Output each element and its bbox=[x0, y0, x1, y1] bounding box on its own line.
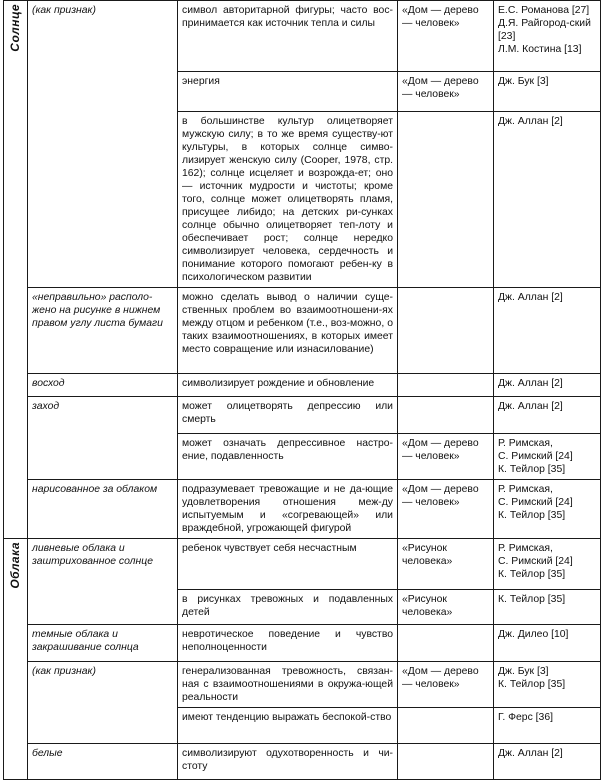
meaning-cell: в большинстве культур олицетворяет мужскую силу; в то же время существу-ют культуры, в которых солнце симво-лизирует женскую силу (Cooper, 1978, стр. 162); солнце исцеляет и возрожда-ет; оно — источник мудрости и чистоты; кроме того, солнце может олицетворять пламя, присущее либидо; на детских ри-сунках солнце обычно олицетворяет теп-лоту и обеспечивает рост; солнце нередко символизирует человека, сердечность и понимание которого помогают ребен-ку в психологическом развитии bbox=[178, 112, 398, 288]
source-cell: Дж. Аллан [2] bbox=[494, 397, 601, 434]
source-cell: Дж. Аллан [2] bbox=[494, 288, 601, 374]
group-label-text: Облака bbox=[8, 542, 22, 589]
test-cell: «Дом — дерево — человек» bbox=[398, 662, 494, 708]
sign-cell: белые bbox=[28, 744, 178, 780]
table-row bbox=[4, 1, 601, 72]
meaning-cell: энергия bbox=[178, 72, 398, 112]
source-line: С. Римский [24] bbox=[498, 497, 573, 508]
table-row bbox=[4, 397, 601, 434]
symbol-interpretation-table bbox=[3, 0, 601, 780]
sign-cell: заход bbox=[28, 397, 178, 480]
source-cell bbox=[494, 434, 601, 480]
source-cell bbox=[494, 662, 601, 708]
source-line: С. Римский [24] bbox=[498, 556, 573, 567]
test-cell bbox=[398, 288, 494, 374]
table-row bbox=[4, 744, 601, 780]
source-cell: Дж. Аллан [2] bbox=[494, 744, 601, 780]
sign-cell: (как признак) bbox=[28, 1, 178, 288]
sign-cell: (как признак) bbox=[28, 662, 178, 744]
source-line: Р. Римская, bbox=[498, 484, 553, 495]
test-cell: «Рисунок человека» bbox=[398, 590, 494, 625]
test-cell: «Дом — дерево — человек» bbox=[398, 434, 494, 480]
test-cell bbox=[398, 397, 494, 434]
test-cell bbox=[398, 625, 494, 662]
source-line: С. Римский [24] bbox=[498, 451, 573, 462]
group-label-sun bbox=[4, 1, 28, 539]
source-line: Р. Римская, bbox=[498, 438, 553, 449]
sign-cell: ливневые облака и заштрихованное солнце bbox=[28, 539, 178, 625]
meaning-cell: символизирует рождение и обновление bbox=[178, 374, 398, 397]
meaning-cell: ребенок чувствует себя несчастным bbox=[178, 539, 398, 590]
meaning-cell: имеют тенденцию выражать беспокой-ство bbox=[178, 708, 398, 744]
source-cell: Дж. Аллан [2] bbox=[494, 374, 601, 397]
source-line: К. Тейлор [35] bbox=[498, 569, 566, 580]
sign-cell: «неправильно» располо-жено на рисунке в нижнем правом углу листа бумаги bbox=[28, 288, 178, 374]
source-cell: Г. Ферс [36] bbox=[494, 708, 601, 744]
group-label-clouds bbox=[4, 539, 28, 780]
meaning-cell: символ авторитарной фигуры; часто вос-принимается как источник тепла и силы bbox=[178, 1, 398, 72]
meaning-cell: генерализованная тревожность, связан-ная с взаимоотношениями в окружа-ющей реальности bbox=[178, 662, 398, 708]
sign-cell: нарисованное за облаком bbox=[28, 480, 178, 539]
group-label-text: Солнце bbox=[8, 4, 22, 52]
test-cell: «Дом — дерево — человек» bbox=[398, 480, 494, 539]
source-cell: К. Тейлор [35] bbox=[494, 590, 601, 625]
sign-cell: восход bbox=[28, 374, 178, 397]
source-line: К. Тейлор [35] bbox=[498, 679, 566, 690]
source-cell: Дж. Аллан [2] bbox=[494, 112, 601, 288]
meaning-cell: подразумевает тревожащие и не да-ющие удовлетворения отношения меж-ду испытуемым и «согревающей» или враждебной, угрожающей фигурой bbox=[178, 480, 398, 539]
meaning-cell: может олицетворять депрессию или смерть bbox=[178, 397, 398, 434]
meaning-cell: символизируют одухотворенность и чи-стоту bbox=[178, 744, 398, 780]
source-cell bbox=[494, 480, 601, 539]
table-row bbox=[4, 374, 601, 397]
table-row bbox=[4, 288, 601, 374]
source-line: К. Тейлор [35] bbox=[498, 464, 566, 475]
source-line: Р. Римская, bbox=[498, 543, 553, 554]
source-cell bbox=[494, 1, 601, 72]
test-cell bbox=[398, 112, 494, 288]
sign-cell: темные облака и закрашивание солнца bbox=[28, 625, 178, 662]
source-line: Дж. Бук [3] bbox=[498, 666, 549, 677]
test-cell bbox=[398, 374, 494, 397]
test-cell bbox=[398, 744, 494, 780]
table-row bbox=[4, 625, 601, 662]
table-row bbox=[4, 662, 601, 708]
test-cell: «Дом — дерево — человек» bbox=[398, 1, 494, 72]
source-cell bbox=[494, 539, 601, 590]
source-cell: Дж. Бук [3] bbox=[494, 72, 601, 112]
source-line: К. Тейлор [35] bbox=[498, 510, 566, 521]
meaning-cell: в рисунках тревожных и подавленных детей bbox=[178, 590, 398, 625]
meaning-cell: невротическое поведение и чувство неполноценности bbox=[178, 625, 398, 662]
source-line: Д.Я. Райгород-ский [23] bbox=[498, 18, 591, 42]
source-line: Е.С. Романова [27] bbox=[498, 5, 590, 16]
test-cell: «Рисунок человека» bbox=[398, 539, 494, 590]
meaning-cell: может означать депрессивное настро-ение, подавленность bbox=[178, 434, 398, 480]
test-cell bbox=[398, 708, 494, 744]
meaning-cell: можно сделать вывод о наличии суще-ственных проблем во взаимоотношени-ях между отцом и ребенком (т.е., воз-можно, о таких взаимоотношениях, в которых имеет место совращение или изнасилование) bbox=[178, 288, 398, 374]
source-cell: Дж. Дилео [10] bbox=[494, 625, 601, 662]
table-row bbox=[4, 480, 601, 539]
test-cell: «Дом — дерево — человек» bbox=[398, 72, 494, 112]
table-row bbox=[4, 539, 601, 590]
source-line: Л.М. Костина [13] bbox=[498, 44, 582, 55]
